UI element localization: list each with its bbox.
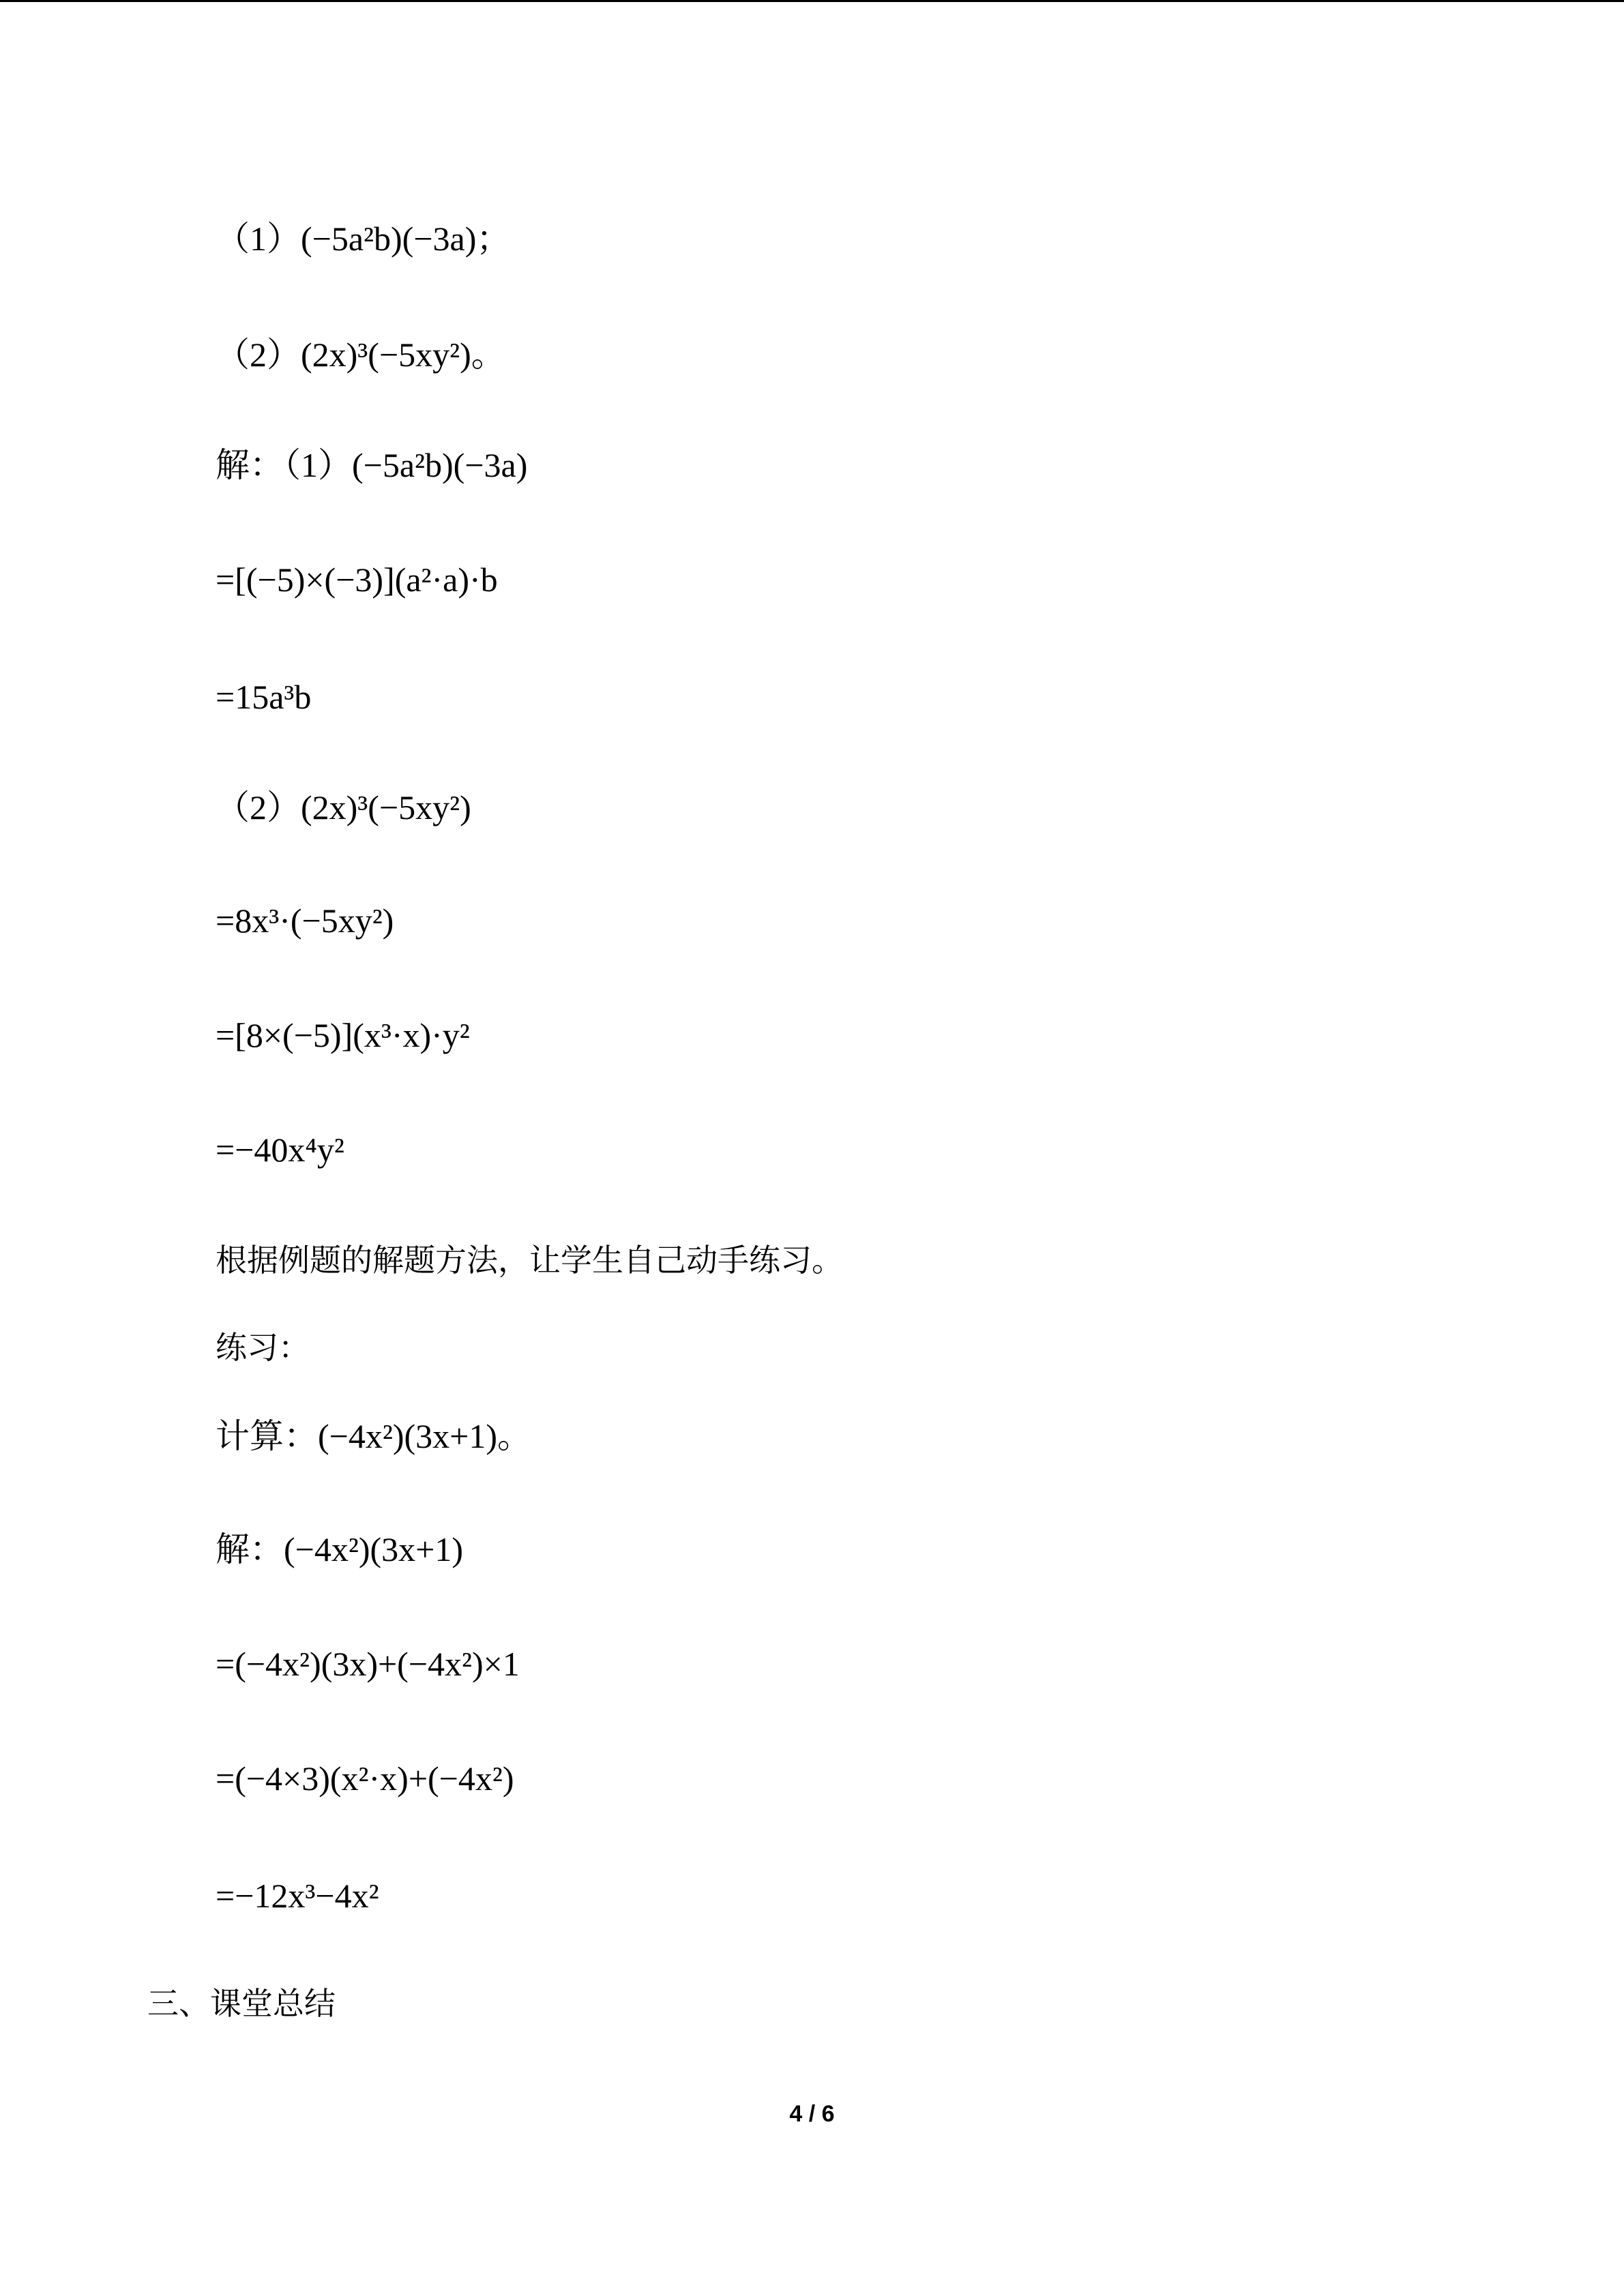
solution-2-step-2: =[8×(−5)](x³·x)·y²: [216, 1016, 470, 1054]
section-heading: 三、课堂总结: [147, 1985, 336, 2022]
practice-label: 练习：: [216, 1329, 310, 1366]
example-item-1: （1）(−5a²b)(−3a)；: [216, 220, 511, 258]
solution-2-step-1: =8x³·(−5xy²): [216, 901, 394, 940]
solution-1-start: 解：（1）(−5a²b)(−3a): [216, 446, 528, 484]
solution-2-start: （2）(2x)³(−5xy²): [216, 788, 471, 826]
example-item-2: （2）(2x)³(−5xy²)。: [216, 336, 505, 374]
practice-solution-result: =−12x³−4x²: [216, 1877, 379, 1915]
practice-solution-step-2: =(−4×3)(x²·x)+(−4x²): [216, 1759, 514, 1798]
top-border-rule: [0, 0, 1624, 2]
practice-instruction: 根据例题的解题方法，让学生自己动手练习。: [216, 1242, 843, 1279]
solution-1-step-1: =[(−5)×(−3)](a²·a)·b: [216, 561, 498, 599]
practice-problem: 计算：(−4x²)(3x+1)。: [216, 1417, 531, 1455]
page-number: 4 / 6: [789, 2101, 835, 2127]
solution-2-result: =−40x⁴y²: [216, 1131, 344, 1169]
practice-solution-start: 解：(−4x²)(3x+1): [216, 1530, 463, 1568]
solution-1-result: =15a³b: [216, 678, 312, 716]
practice-solution-step-1: =(−4x²)(3x)+(−4x²)×1: [216, 1645, 520, 1683]
